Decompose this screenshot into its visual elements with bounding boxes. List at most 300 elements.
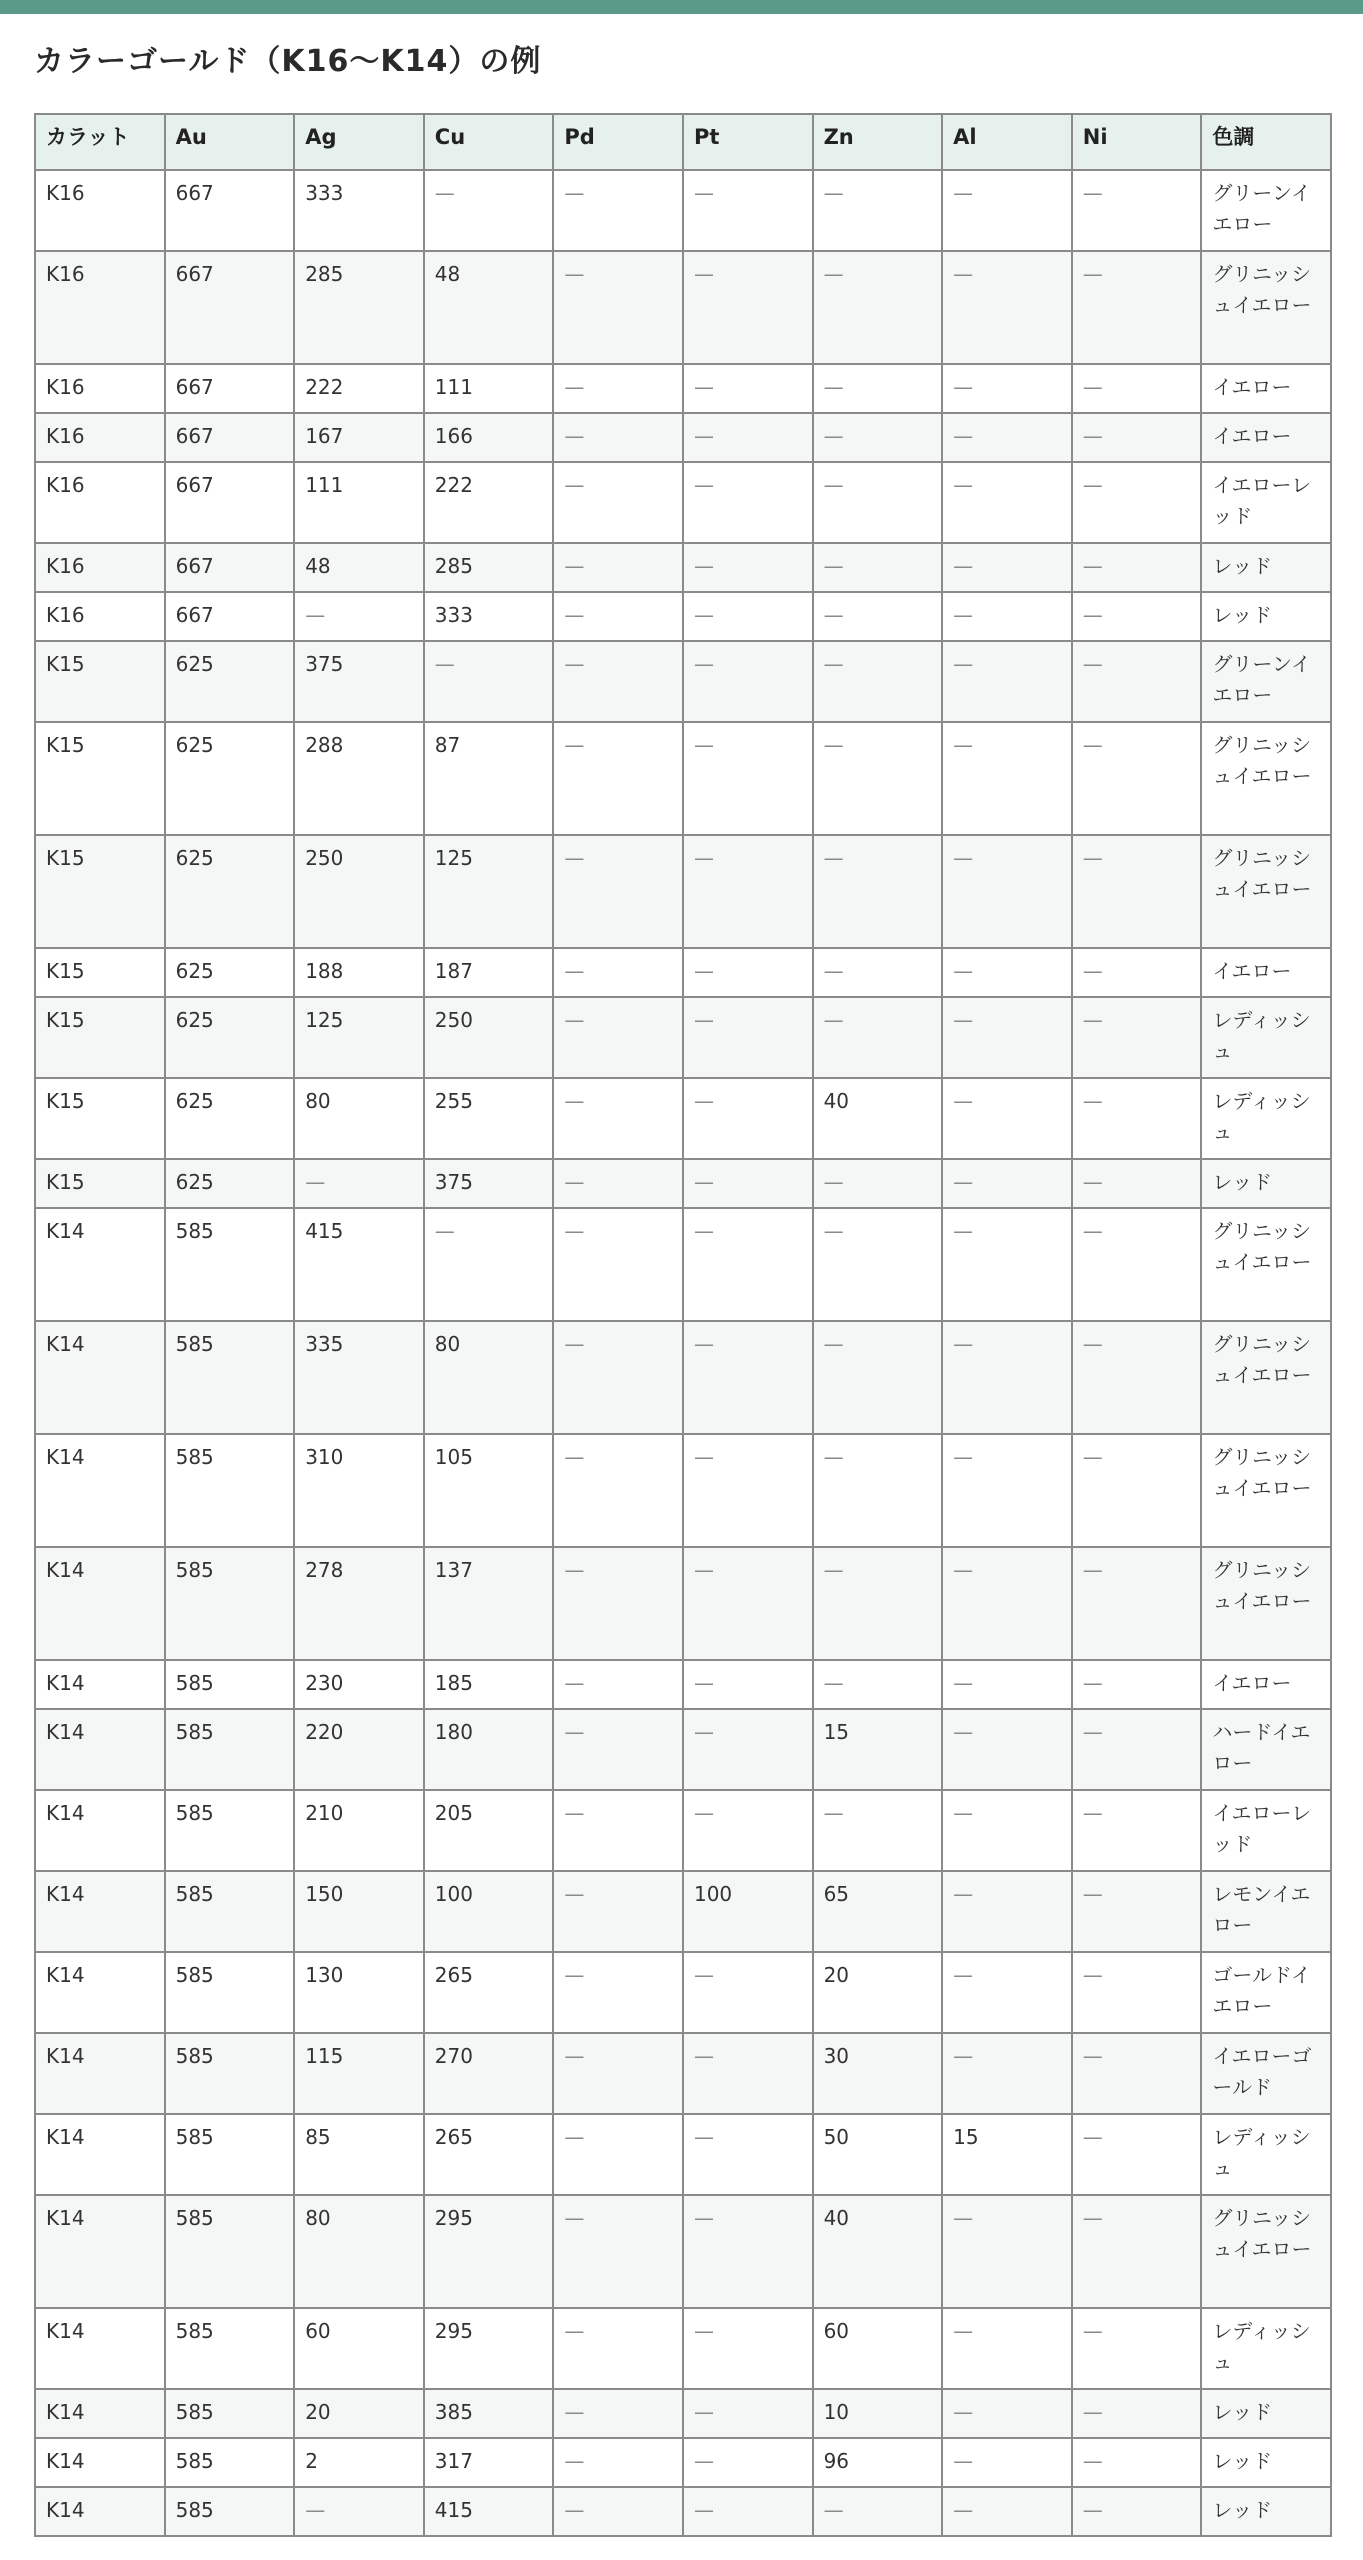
cell-color-tone: グリニッシュイエロー <box>1201 2195 1331 2308</box>
cell-ag: 333 <box>294 170 424 251</box>
cell-cu: — <box>424 1208 554 1321</box>
cell-karat: K14 <box>35 2487 165 2536</box>
cell-cu: 100 <box>424 1871 554 1952</box>
cell-al: 15 <box>942 2114 1072 2195</box>
cell-au: 585 <box>165 2438 295 2487</box>
cell-pd: — <box>553 1790 683 1871</box>
cell-ag: 310 <box>294 1434 424 1547</box>
cell-cu: 80 <box>424 1321 554 1434</box>
cell-ag: 2 <box>294 2438 424 2487</box>
cell-ag: 415 <box>294 1208 424 1321</box>
cell-cu: — <box>424 170 554 251</box>
cell-karat: K16 <box>35 413 165 462</box>
table-row <box>35 413 1331 462</box>
cell-al: — <box>942 543 1072 592</box>
table-row <box>35 170 1331 251</box>
cell-zn: — <box>813 170 943 251</box>
cell-au: 625 <box>165 1159 295 1208</box>
cell-cu: 265 <box>424 1952 554 2033</box>
cell-al: — <box>942 1321 1072 1434</box>
cell-cu: 375 <box>424 1159 554 1208</box>
cell-au: 585 <box>165 1208 295 1321</box>
cell-pt: — <box>683 835 813 948</box>
cell-cu: 415 <box>424 2487 554 2536</box>
cell-al: — <box>942 1790 1072 1871</box>
cell-color-tone: グリニッシュイエロー <box>1201 1547 1331 1660</box>
table-row <box>35 364 1331 413</box>
cell-pt: — <box>683 251 813 364</box>
table-row <box>35 2389 1331 2438</box>
cell-au: 667 <box>165 413 295 462</box>
cell-cu: 222 <box>424 462 554 543</box>
cell-color-tone: レッド <box>1201 543 1331 592</box>
cell-zn: 30 <box>813 2033 943 2114</box>
accent-bar <box>0 0 1363 14</box>
cell-ni: — <box>1072 543 1202 592</box>
table-row <box>35 1871 1331 1952</box>
table-row <box>35 2308 1331 2389</box>
cell-ag: 80 <box>294 1078 424 1159</box>
cell-au: 585 <box>165 1321 295 1434</box>
cell-cu: 111 <box>424 364 554 413</box>
cell-color-tone: ゴールドイエロー <box>1201 1952 1331 2033</box>
cell-ag: — <box>294 2487 424 2536</box>
cell-karat: K14 <box>35 2114 165 2195</box>
cell-au: 585 <box>165 1871 295 1952</box>
cell-karat: K16 <box>35 364 165 413</box>
cell-pt: — <box>683 592 813 641</box>
header-pt: Pt <box>683 114 813 170</box>
cell-zn: 40 <box>813 1078 943 1159</box>
cell-pd: — <box>553 462 683 543</box>
cell-color-tone: グリーンイエロー <box>1201 170 1331 251</box>
cell-al: — <box>942 641 1072 722</box>
header-pd: Pd <box>553 114 683 170</box>
cell-ag: 48 <box>294 543 424 592</box>
cell-color-tone: ハードイエロー <box>1201 1709 1331 1790</box>
cell-color-tone: レディッシュ <box>1201 1078 1331 1159</box>
cell-karat: K14 <box>35 1547 165 1660</box>
cell-al: — <box>942 1709 1072 1790</box>
cell-cu: 48 <box>424 251 554 364</box>
cell-au: 625 <box>165 835 295 948</box>
cell-ag: 150 <box>294 1871 424 1952</box>
cell-pd: — <box>553 413 683 462</box>
cell-pd: — <box>553 1871 683 1952</box>
table-row <box>35 251 1331 364</box>
cell-al: — <box>942 997 1072 1078</box>
header-zn: Zn <box>813 114 943 170</box>
cell-pt: — <box>683 2438 813 2487</box>
cell-al: — <box>942 835 1072 948</box>
cell-pd: — <box>553 364 683 413</box>
cell-al: — <box>942 2308 1072 2389</box>
cell-al: — <box>942 2195 1072 2308</box>
cell-ni: — <box>1072 2438 1202 2487</box>
page-title: カラーゴールド（K16～K14）の例 <box>34 44 542 79</box>
cell-cu: 333 <box>424 592 554 641</box>
cell-ni: — <box>1072 1660 1202 1709</box>
cell-ni: — <box>1072 2114 1202 2195</box>
cell-pd: — <box>553 2033 683 2114</box>
cell-karat: K15 <box>35 1159 165 1208</box>
cell-pt: — <box>683 2114 813 2195</box>
cell-pd: — <box>553 2114 683 2195</box>
cell-zn: — <box>813 1790 943 1871</box>
cell-karat: K14 <box>35 2389 165 2438</box>
cell-pt: — <box>683 1208 813 1321</box>
cell-ni: — <box>1072 722 1202 835</box>
cell-au: 625 <box>165 948 295 997</box>
cell-zn: — <box>813 2487 943 2536</box>
table-row <box>35 2487 1331 2536</box>
cell-ni: — <box>1072 2195 1202 2308</box>
cell-ag: 222 <box>294 364 424 413</box>
cell-ni: — <box>1072 835 1202 948</box>
cell-pt: — <box>683 543 813 592</box>
cell-cu: 265 <box>424 2114 554 2195</box>
cell-al: — <box>942 2438 1072 2487</box>
cell-pd: — <box>553 1660 683 1709</box>
cell-al: — <box>942 722 1072 835</box>
cell-zn: — <box>813 413 943 462</box>
cell-zn: 60 <box>813 2308 943 2389</box>
cell-pt: — <box>683 722 813 835</box>
cell-au: 625 <box>165 641 295 722</box>
cell-pt: — <box>683 170 813 251</box>
cell-al: — <box>942 1660 1072 1709</box>
cell-pd: — <box>553 722 683 835</box>
cell-au: 585 <box>165 2389 295 2438</box>
cell-al: — <box>942 1078 1072 1159</box>
table-row <box>35 2033 1331 2114</box>
cell-color-tone: レディッシュ <box>1201 997 1331 1078</box>
cell-pd: — <box>553 170 683 251</box>
cell-ni: — <box>1072 592 1202 641</box>
cell-ag: — <box>294 592 424 641</box>
cell-cu: 255 <box>424 1078 554 1159</box>
table-container <box>34 113 1332 2537</box>
cell-ni: — <box>1072 1709 1202 1790</box>
cell-color-tone: レッド <box>1201 2487 1331 2536</box>
cell-au: 585 <box>165 1434 295 1547</box>
header-al: Al <box>942 114 1072 170</box>
header-karat: カラット <box>35 114 165 170</box>
cell-karat: K14 <box>35 1434 165 1547</box>
cell-zn: — <box>813 948 943 997</box>
cell-color-tone: イエロー <box>1201 413 1331 462</box>
cell-ni: — <box>1072 2308 1202 2389</box>
cell-cu: — <box>424 641 554 722</box>
cell-color-tone: レモンイエロー <box>1201 1871 1331 1952</box>
cell-karat: K16 <box>35 251 165 364</box>
cell-color-tone: レッド <box>1201 2438 1331 2487</box>
cell-au: 585 <box>165 2487 295 2536</box>
cell-color-tone: イエローゴールド <box>1201 2033 1331 2114</box>
cell-ag: 230 <box>294 1660 424 1709</box>
cell-color-tone: グリニッシュイエロー <box>1201 251 1331 364</box>
cell-pt: — <box>683 1660 813 1709</box>
table-row <box>35 2438 1331 2487</box>
table-row <box>35 1208 1331 1321</box>
cell-karat: K14 <box>35 1321 165 1434</box>
cell-ag: 335 <box>294 1321 424 1434</box>
cell-cu: 105 <box>424 1434 554 1547</box>
cell-ag: 111 <box>294 462 424 543</box>
cell-ni: — <box>1072 251 1202 364</box>
cell-ag: 85 <box>294 2114 424 2195</box>
cell-color-tone: グリニッシュイエロー <box>1201 835 1331 948</box>
cell-zn: — <box>813 1321 943 1434</box>
cell-ag: — <box>294 1159 424 1208</box>
cell-color-tone: レッド <box>1201 2389 1331 2438</box>
cell-zn: 50 <box>813 2114 943 2195</box>
cell-ni: — <box>1072 948 1202 997</box>
cell-au: 667 <box>165 251 295 364</box>
cell-karat: K14 <box>35 2033 165 2114</box>
cell-karat: K14 <box>35 1208 165 1321</box>
cell-pd: — <box>553 2389 683 2438</box>
cell-al: — <box>942 948 1072 997</box>
cell-zn: — <box>813 251 943 364</box>
cell-pd: — <box>553 1709 683 1790</box>
cell-karat: K14 <box>35 2438 165 2487</box>
cell-ag: 60 <box>294 2308 424 2389</box>
cell-cu: 295 <box>424 2308 554 2389</box>
cell-karat: K14 <box>35 1790 165 1871</box>
cell-ni: — <box>1072 1321 1202 1434</box>
cell-au: 625 <box>165 1078 295 1159</box>
cell-pd: — <box>553 1078 683 1159</box>
cell-zn: — <box>813 835 943 948</box>
cell-al: — <box>942 1434 1072 1547</box>
cell-al: — <box>942 1159 1072 1208</box>
cell-karat: K15 <box>35 641 165 722</box>
cell-al: — <box>942 251 1072 364</box>
cell-color-tone: レディッシュ <box>1201 2114 1331 2195</box>
cell-ni: — <box>1072 1159 1202 1208</box>
cell-au: 585 <box>165 1547 295 1660</box>
cell-cu: 317 <box>424 2438 554 2487</box>
cell-pt: — <box>683 997 813 1078</box>
cell-karat: K15 <box>35 948 165 997</box>
cell-pd: — <box>553 1434 683 1547</box>
cell-karat: K15 <box>35 1078 165 1159</box>
cell-ag: 80 <box>294 2195 424 2308</box>
cell-karat: K14 <box>35 1660 165 1709</box>
cell-zn: — <box>813 364 943 413</box>
cell-zn: — <box>813 592 943 641</box>
cell-cu: 87 <box>424 722 554 835</box>
table-row <box>35 722 1331 835</box>
cell-al: — <box>942 364 1072 413</box>
cell-ag: 125 <box>294 997 424 1078</box>
cell-au: 585 <box>165 2114 295 2195</box>
cell-pd: — <box>553 1208 683 1321</box>
cell-pt: 100 <box>683 1871 813 1952</box>
table-row <box>35 641 1331 722</box>
table-row <box>35 462 1331 543</box>
cell-au: 625 <box>165 722 295 835</box>
cell-pd: — <box>553 2438 683 2487</box>
table-row <box>35 1709 1331 1790</box>
header-cu: Cu <box>424 114 554 170</box>
cell-au: 585 <box>165 1952 295 2033</box>
table-row <box>35 1078 1331 1159</box>
cell-ag: 285 <box>294 251 424 364</box>
cell-zn: 15 <box>813 1709 943 1790</box>
cell-pd: — <box>553 2308 683 2389</box>
cell-ag: 188 <box>294 948 424 997</box>
cell-au: 585 <box>165 1660 295 1709</box>
cell-color-tone: レッド <box>1201 592 1331 641</box>
cell-pd: — <box>553 997 683 1078</box>
cell-pd: — <box>553 592 683 641</box>
cell-zn: — <box>813 1208 943 1321</box>
color-gold-table <box>34 113 1332 2537</box>
cell-karat: K15 <box>35 835 165 948</box>
cell-pt: — <box>683 1078 813 1159</box>
cell-ni: — <box>1072 364 1202 413</box>
header-ni: Ni <box>1072 114 1202 170</box>
cell-au: 585 <box>165 2195 295 2308</box>
cell-ni: — <box>1072 2389 1202 2438</box>
cell-color-tone: グリニッシュイエロー <box>1201 722 1331 835</box>
cell-zn: — <box>813 462 943 543</box>
cell-au: 667 <box>165 543 295 592</box>
cell-karat: K15 <box>35 997 165 1078</box>
cell-ni: — <box>1072 462 1202 543</box>
cell-color-tone: グリーンイエロー <box>1201 641 1331 722</box>
table-row <box>35 1159 1331 1208</box>
cell-karat: K14 <box>35 2308 165 2389</box>
cell-au: 667 <box>165 170 295 251</box>
cell-ag: 250 <box>294 835 424 948</box>
cell-pt: — <box>683 2195 813 2308</box>
table-row <box>35 835 1331 948</box>
cell-ag: 167 <box>294 413 424 462</box>
cell-color-tone: イエロー <box>1201 948 1331 997</box>
cell-ag: 288 <box>294 722 424 835</box>
table-row <box>35 1952 1331 2033</box>
cell-zn: 20 <box>813 1952 943 2033</box>
cell-pt: — <box>683 364 813 413</box>
cell-color-tone: レッド <box>1201 1159 1331 1208</box>
cell-karat: K15 <box>35 722 165 835</box>
cell-au: 667 <box>165 462 295 543</box>
cell-karat: K14 <box>35 1952 165 2033</box>
cell-al: — <box>942 2487 1072 2536</box>
cell-cu: 137 <box>424 1547 554 1660</box>
cell-zn: 96 <box>813 2438 943 2487</box>
cell-ag: 20 <box>294 2389 424 2438</box>
cell-zn: — <box>813 1159 943 1208</box>
cell-pd: — <box>553 1159 683 1208</box>
cell-pt: — <box>683 1709 813 1790</box>
cell-pt: — <box>683 462 813 543</box>
cell-pt: — <box>683 1547 813 1660</box>
cell-pt: — <box>683 1952 813 2033</box>
cell-ni: — <box>1072 2033 1202 2114</box>
cell-zn: 65 <box>813 1871 943 1952</box>
cell-ni: — <box>1072 170 1202 251</box>
cell-pt: — <box>683 948 813 997</box>
cell-ag: 375 <box>294 641 424 722</box>
cell-color-tone: イエロー <box>1201 364 1331 413</box>
cell-pd: — <box>553 641 683 722</box>
cell-au: 585 <box>165 2033 295 2114</box>
cell-al: — <box>942 413 1072 462</box>
table-row <box>35 592 1331 641</box>
cell-pt: — <box>683 2033 813 2114</box>
cell-pd: — <box>553 2195 683 2308</box>
cell-al: — <box>942 1871 1072 1952</box>
table-row <box>35 543 1331 592</box>
cell-ag: 220 <box>294 1709 424 1790</box>
cell-ag: 210 <box>294 1790 424 1871</box>
cell-au: 667 <box>165 364 295 413</box>
cell-cu: 250 <box>424 997 554 1078</box>
cell-color-tone: グリニッシュイエロー <box>1201 1208 1331 1321</box>
cell-al: — <box>942 592 1072 641</box>
cell-karat: K14 <box>35 2195 165 2308</box>
table-header-row <box>35 114 1331 170</box>
cell-cu: 166 <box>424 413 554 462</box>
cell-zn: 10 <box>813 2389 943 2438</box>
cell-pt: — <box>683 641 813 722</box>
cell-karat: K16 <box>35 592 165 641</box>
cell-pd: — <box>553 948 683 997</box>
table-row <box>35 1321 1331 1434</box>
table-row <box>35 2114 1331 2195</box>
header-au: Au <box>165 114 295 170</box>
cell-ni: — <box>1072 1547 1202 1660</box>
cell-pt: — <box>683 413 813 462</box>
cell-au: 625 <box>165 997 295 1078</box>
cell-ni: — <box>1072 997 1202 1078</box>
cell-ni: — <box>1072 1790 1202 1871</box>
cell-cu: 270 <box>424 2033 554 2114</box>
cell-pd: — <box>553 2487 683 2536</box>
cell-pt: — <box>683 1321 813 1434</box>
cell-zn: — <box>813 543 943 592</box>
table-row <box>35 1660 1331 1709</box>
cell-pt: — <box>683 1159 813 1208</box>
cell-karat: K16 <box>35 462 165 543</box>
cell-color-tone: イエローレッド <box>1201 1790 1331 1871</box>
cell-al: — <box>942 1952 1072 2033</box>
cell-al: — <box>942 2033 1072 2114</box>
cell-ni: — <box>1072 413 1202 462</box>
cell-pt: — <box>683 2487 813 2536</box>
cell-zn: — <box>813 1660 943 1709</box>
table-row <box>35 1790 1331 1871</box>
cell-pd: — <box>553 543 683 592</box>
cell-al: — <box>942 1208 1072 1321</box>
cell-pt: — <box>683 2308 813 2389</box>
header-color-tone: 色調 <box>1201 114 1331 170</box>
cell-ni: — <box>1072 1952 1202 2033</box>
cell-cu: 125 <box>424 835 554 948</box>
cell-au: 585 <box>165 2308 295 2389</box>
cell-ag: 278 <box>294 1547 424 1660</box>
cell-pt: — <box>683 1434 813 1547</box>
cell-au: 667 <box>165 592 295 641</box>
table-body <box>35 170 1331 2536</box>
cell-cu: 187 <box>424 948 554 997</box>
cell-al: — <box>942 170 1072 251</box>
cell-al: — <box>942 1547 1072 1660</box>
